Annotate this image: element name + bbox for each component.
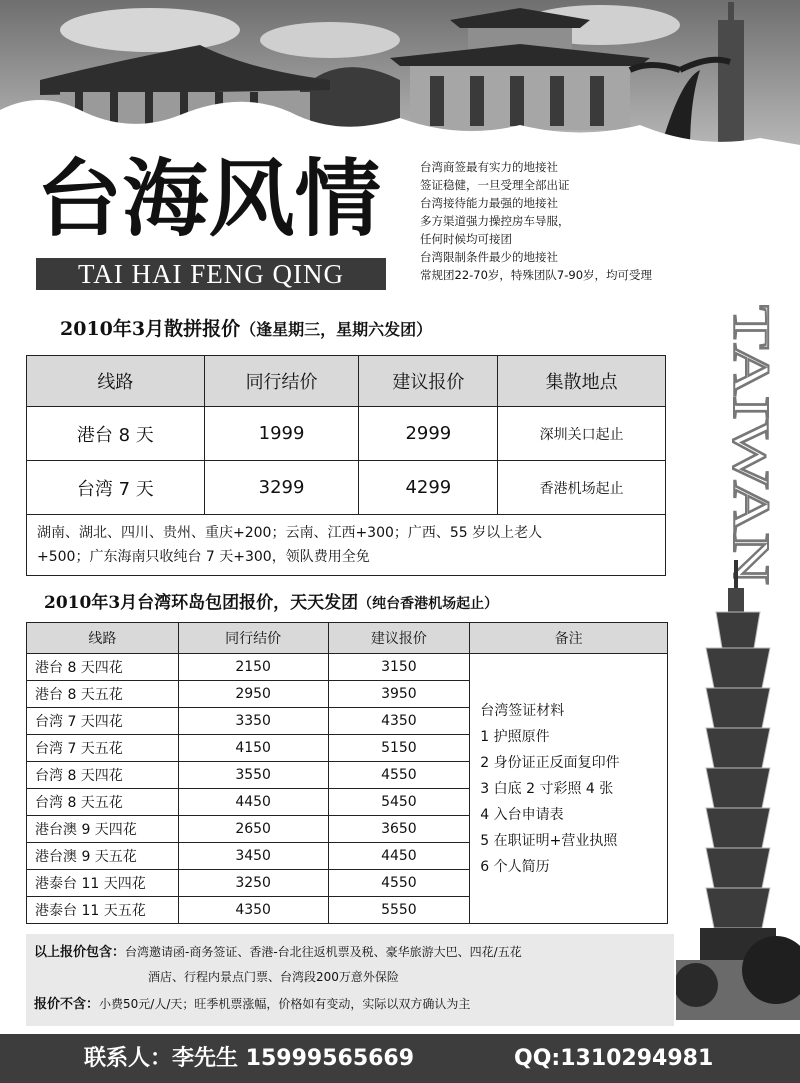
- intro-line: 台湾接待能力最强的地接社: [420, 196, 558, 210]
- surcharge-note-line: +500；广东海南只收纯台 7 天+300，领队费用全免: [37, 549, 370, 565]
- table-row: [27, 654, 668, 681]
- taipei-101-tower-image: [676, 560, 800, 1020]
- section1-heading: [60, 314, 432, 341]
- suggested-price-cell: 3950: [328, 681, 470, 708]
- route-cell: 台湾 8 天四花: [27, 762, 179, 789]
- route-cell: 港台澳 9 天四花: [27, 816, 179, 843]
- trade-price-cell: 3550: [178, 762, 328, 789]
- price-includes-box: [26, 934, 674, 1026]
- excludes-text: 小费50元/人/天；旺季机票涨幅，价格如有变动，实际以双方确认为主: [99, 997, 471, 1011]
- excludes-label: 报价不含：: [34, 997, 100, 1012]
- includes-text: 台湾邀请函-商务签证、香港-台北往返机票及税、豪华旅游大巴、四花/五花: [125, 945, 522, 959]
- intro-line: 任何时候均可接团: [420, 232, 512, 246]
- suggested-price-cell: 5150: [328, 735, 470, 762]
- trade-price-cell: 4150: [178, 735, 328, 762]
- route-cell: 港台 8 天四花: [27, 654, 179, 681]
- trade-price-cell: 4350: [178, 897, 328, 924]
- taiwan-vertical-word: [716, 305, 786, 590]
- trade-price-cell: 3350: [178, 708, 328, 735]
- section2-subtitle: （纯台香港机场起止）: [358, 596, 499, 612]
- intro-line: 台湾商签最有实力的地接社: [420, 160, 558, 174]
- route-cell: 台湾 8 天五花: [27, 789, 179, 816]
- suggested-price-cell: 3150: [328, 654, 470, 681]
- suggested-price-cell: 4450: [328, 843, 470, 870]
- includes-label: 以上报价包含：: [34, 945, 126, 960]
- suggested-price-cell: 2999: [359, 407, 498, 461]
- route-cell: 港台澳 9 天五花: [27, 843, 179, 870]
- section1-subtitle: （逢星期三，星期六发团）: [240, 320, 433, 339]
- includes-line-continued: 酒店、行程内景点门票、台湾段200万意外保险: [148, 970, 399, 984]
- trade-price-cell: 2650: [178, 816, 328, 843]
- trade-price-cell: 2950: [178, 681, 328, 708]
- remark-line: 3 白底 2 寸彩照 4 张: [480, 781, 614, 797]
- remark-line: 2 身份证正反面复印件: [480, 755, 620, 771]
- section1-title: 2010年3月散拼报价: [60, 318, 241, 340]
- remark-line: 6 个人简历: [480, 859, 550, 875]
- intro-line: 常规团22-70岁，特殊团队7-90岁，均可受理: [420, 268, 653, 282]
- island-tour-price-table: [26, 622, 668, 924]
- column-header: 建议报价: [328, 623, 470, 654]
- brand-logo-title: [36, 148, 386, 244]
- contact-qq: QQ:1310294981: [514, 1046, 714, 1071]
- meeting-point-cell: 香港机场起止: [498, 461, 666, 515]
- suggested-price-cell: 4350: [328, 708, 470, 735]
- excludes-line: [34, 992, 470, 1017]
- section2-heading: [44, 588, 498, 613]
- remark-line: 1 护照原件: [480, 729, 550, 745]
- table-header-row: [27, 623, 668, 654]
- suggested-price-cell: 5550: [328, 897, 470, 924]
- suggested-price-cell: 4550: [328, 870, 470, 897]
- route-cell: 港台 8 天: [27, 407, 205, 461]
- group-tour-price-table: [26, 355, 666, 576]
- column-header: 线路: [27, 623, 179, 654]
- route-cell: 台湾 7 天: [27, 461, 205, 515]
- remark-line: 4 入台申请表: [480, 807, 564, 823]
- contact-footer: [0, 1034, 800, 1083]
- column-header: 同行结价: [178, 623, 328, 654]
- svg-text:TAIWAN: TAIWAN: [722, 305, 779, 506]
- suggested-price-cell: 5450: [328, 789, 470, 816]
- column-header: 集散地点: [498, 356, 666, 407]
- column-header: 备注: [470, 623, 668, 654]
- intro-line: 多方渠道强力操控房车导服，: [420, 214, 570, 228]
- column-header: 建议报价: [359, 356, 498, 407]
- visa-materials-remark: [470, 654, 668, 924]
- route-cell: 港泰台 11 天四花: [27, 870, 179, 897]
- surcharge-note: [27, 515, 666, 576]
- trade-price-cell: 3450: [178, 843, 328, 870]
- remark-line: 台湾签证材料: [480, 703, 565, 719]
- suggested-price-cell: 3650: [328, 816, 470, 843]
- intro-selling-points: [420, 158, 720, 284]
- column-header: 同行结价: [204, 356, 359, 407]
- meeting-point-cell: 深圳关口起止: [498, 407, 666, 461]
- trade-price-cell: 3299: [204, 461, 359, 515]
- includes-line: [34, 940, 522, 965]
- brand-title-english: TAI HAI FENG QING: [36, 258, 386, 290]
- route-cell: 台湾 7 天五花: [27, 735, 179, 762]
- intro-line: 签证稳健，一旦受理全部出证: [420, 178, 570, 192]
- section2-title: 2010年3月台湾环岛包团报价，天天发团: [44, 593, 359, 613]
- suggested-price-cell: 4550: [328, 762, 470, 789]
- trade-price-cell: 4450: [178, 789, 328, 816]
- intro-line: 台湾限制条件最少的地接社: [420, 250, 558, 264]
- header-photo-banner: [0, 0, 800, 160]
- column-header: 线路: [27, 356, 205, 407]
- route-cell: 港台 8 天五花: [27, 681, 179, 708]
- table-row: [27, 461, 666, 515]
- remark-line: 5 在职证明+营业执照: [480, 833, 618, 849]
- surcharge-note-row: [27, 515, 666, 576]
- trade-price-cell: 2150: [178, 654, 328, 681]
- table-row: [27, 407, 666, 461]
- svg-text:台海风情: 台海风情: [36, 149, 381, 244]
- route-cell: 台湾 7 天四花: [27, 708, 179, 735]
- table-header-row: [27, 356, 666, 407]
- route-cell: 港泰台 11 天五花: [27, 897, 179, 924]
- trade-price-cell: 3250: [178, 870, 328, 897]
- trade-price-cell: 1999: [204, 407, 359, 461]
- surcharge-note-line: 湖南、湖北、四川、贵州、重庆+200；云南、江西+300；广西、55 岁以上老人: [37, 525, 543, 541]
- suggested-price-cell: 4299: [359, 461, 498, 515]
- contact-person: 联系人：李先生 15999565669: [84, 1046, 415, 1071]
